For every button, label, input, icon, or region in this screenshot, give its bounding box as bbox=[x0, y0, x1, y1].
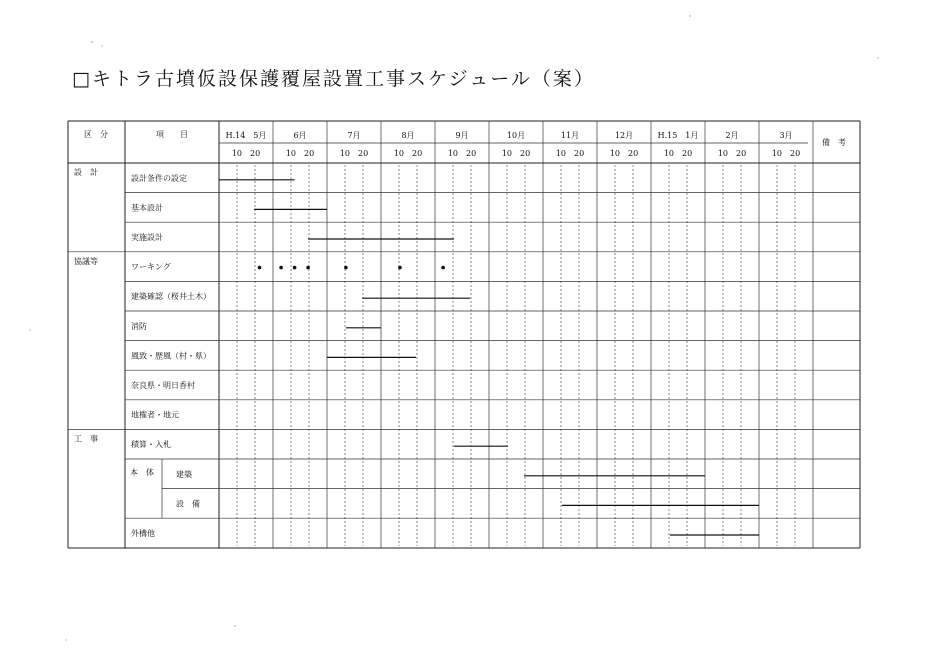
remarks-header: 備 考 bbox=[822, 138, 846, 147]
month-header: 6月 bbox=[293, 131, 307, 140]
row-label: 消防 bbox=[131, 321, 147, 331]
group-label: 本 体 bbox=[130, 467, 154, 477]
month-header: 2月 bbox=[725, 131, 739, 140]
month-header: 11月 bbox=[560, 131, 580, 140]
working-meeting-dot bbox=[293, 266, 297, 270]
row-label: 設計条件の設定 bbox=[131, 173, 187, 183]
category-label: 協議等 bbox=[74, 256, 98, 266]
row-label: 奈良県・明日香村 bbox=[131, 381, 195, 390]
table-text bbox=[74, 129, 846, 538]
working-meeting-dot bbox=[279, 266, 283, 270]
row-label: ワーキング bbox=[131, 262, 171, 272]
row-label: 建築確認（桜井土木） bbox=[131, 292, 211, 302]
working-meeting-dot bbox=[306, 266, 310, 270]
month-header: 12月 bbox=[614, 131, 634, 140]
row-label: 設 備 bbox=[176, 499, 200, 509]
month-header: 9月 bbox=[455, 131, 469, 140]
row-label: 地権者・地元 bbox=[131, 410, 179, 420]
scan-specks bbox=[29, 15, 878, 640]
day-marks: 10 20 bbox=[285, 149, 315, 158]
row-label: 積算・入札 bbox=[131, 440, 171, 450]
row-label: 風致・歴風（村・県） bbox=[131, 351, 211, 361]
month-header: 3月 bbox=[779, 131, 793, 140]
document-title: □キトラ古墳仮設保護覆屋設置工事スケジュール（案） bbox=[72, 68, 595, 90]
row-label: 建築 bbox=[176, 469, 192, 479]
day-marks: 10 20 bbox=[609, 149, 639, 158]
month-header: 10月 bbox=[506, 131, 526, 140]
month-header: 7月 bbox=[347, 131, 361, 140]
day-marks: 10 20 bbox=[717, 149, 747, 158]
working-meeting-dot bbox=[258, 266, 262, 270]
day-marks: 10 20 bbox=[393, 149, 423, 158]
item-header: 項 目 bbox=[156, 130, 188, 139]
row-label: 外構他 bbox=[131, 529, 155, 538]
day-marks: 10 20 bbox=[231, 149, 261, 158]
day-marks: 10 20 bbox=[663, 149, 693, 158]
working-meeting-dot bbox=[398, 266, 402, 270]
row-label: 基本設計 bbox=[131, 203, 163, 213]
day-marks: 10 20 bbox=[339, 149, 369, 158]
day-marks: 10 20 bbox=[501, 149, 531, 158]
category-header: 区 分 bbox=[84, 130, 108, 139]
day-marks: 10 20 bbox=[771, 149, 801, 158]
month-header: H.14 5月 bbox=[225, 131, 267, 140]
category-label: 設 計 bbox=[74, 168, 98, 177]
day-marks: 10 20 bbox=[555, 149, 585, 158]
month-header: 8月 bbox=[401, 131, 415, 140]
working-meeting-dot bbox=[344, 266, 348, 270]
day-marks: 10 20 bbox=[447, 149, 477, 158]
category-label: 工 事 bbox=[74, 434, 98, 444]
row-label: 実施設計 bbox=[131, 233, 163, 242]
month-header: H.15 1月 bbox=[657, 131, 699, 140]
working-meeting-dot bbox=[441, 266, 445, 270]
table-grid bbox=[68, 121, 860, 548]
